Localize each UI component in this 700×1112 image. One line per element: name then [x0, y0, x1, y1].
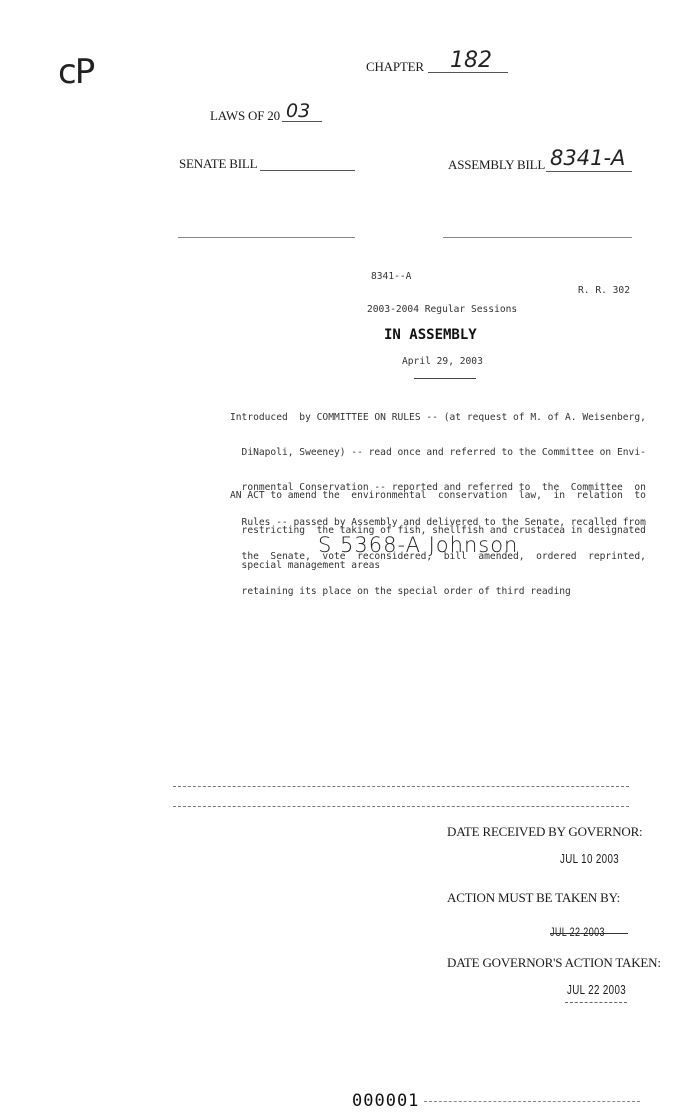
bill-number: 8341--A [371, 271, 412, 282]
action-taken-stamp: JUL 22 2003 [567, 982, 627, 997]
laws-label: LAWS OF 20 [210, 108, 280, 123]
action-taken-underline [565, 1002, 627, 1003]
page-number: 000001 [352, 1091, 420, 1111]
action-deadline-stamp: JUL 22 2003 [550, 925, 605, 939]
corner-handwritten-mark: cP [58, 52, 94, 92]
action-taken-label: DATE GOVERNOR'S ACTION TAKEN: [447, 955, 661, 970]
long-rule-1 [173, 786, 629, 787]
assembly-bill-label: ASSEMBLY BILL [448, 157, 546, 172]
introduced-line: Rules -- passed by Assembly and delivered to the Senate, recalled from [230, 516, 646, 528]
act-line: restricting the taking of fish, shellfish and crustacea in designated [230, 524, 646, 536]
footer-rule [424, 1101, 640, 1102]
act-line: AN ACT to amend the environmental conservation law, in relation to [230, 490, 646, 502]
act-line: special management areas [230, 559, 381, 571]
senate-bill-label: SENATE BILL [179, 156, 258, 171]
assembly-bill-number: 8341-A [550, 146, 626, 170]
introduced-line: DiNapoli, Sweeney) -- read once and referred to the Committee on Envi- [230, 446, 646, 458]
action-deadline-strike [550, 933, 628, 934]
assembly-bill-underline [546, 171, 632, 172]
action-deadline-label: ACTION MUST BE TAKEN BY: [447, 890, 621, 905]
date-received-label: DATE RECEIVED BY GOVERNOR: [447, 824, 643, 839]
chapter-number: 182 [450, 48, 492, 73]
rr-number: R. R. 302 [578, 285, 630, 296]
date-received-stamp: JUL 10 2003 [560, 851, 620, 866]
senate-reference-handwritten: S 5368-A Johnson [318, 533, 519, 557]
left-separator-rule [178, 237, 355, 238]
long-rule-2 [173, 806, 629, 807]
sessions-line: 2003-2004 Regular Sessions [367, 304, 518, 315]
chapter-underline [428, 72, 508, 73]
bill-date: April 29, 2003 [402, 356, 483, 367]
introduced-line: the Senate, vote reconsidered, bill amended, ordered reprinted, [230, 551, 646, 563]
introduced-line: Introduced by COMMITTEE ON RULES -- (at request of M. of A. Weisenberg, [230, 412, 646, 424]
senate-bill-underline [260, 170, 355, 171]
right-separator-rule [443, 237, 632, 238]
act-paragraph [230, 467, 646, 583]
date-underline [414, 378, 476, 379]
laws-underline [282, 121, 322, 122]
introduced-line: retaining its place on the special order of third reading [230, 586, 571, 598]
laws-year: 03 [286, 100, 311, 122]
introduced-line: ronmental Conservation -- reported and referred to the Committee on [230, 481, 646, 493]
chapter-label: CHAPTER [366, 59, 424, 74]
chamber-heading: IN ASSEMBLY [384, 327, 477, 343]
